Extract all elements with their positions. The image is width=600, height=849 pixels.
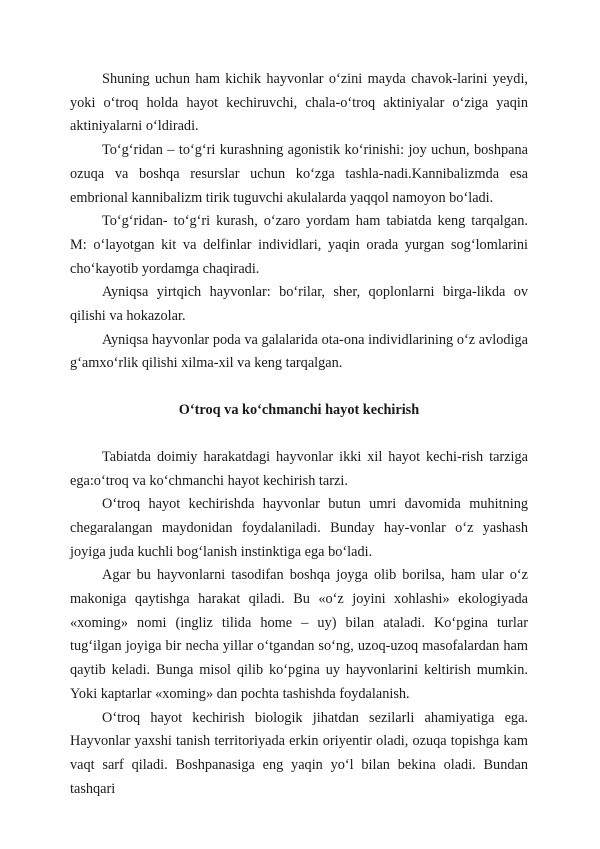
paragraph: To‘g‘ridan – to‘g‘ri kurashning agonistik ko‘rinishi: joy uchun, boshpana ozuqa va boshqa resurslar uchun ko‘zga tashla-nadi.Kannibalizmda esa embrional kannibalizm tirik tuguvchi akulalarda yaqqol namoyon bo‘ladi. <box>70 142 528 206</box>
paragraph: Shuning uchun ham kichik hayvonlar o‘zini mayda chavok-larini yeydi, yoki o‘troq holda hayot kechiruvchi, chala-o‘troq aktiniyalar o‘ziga yaqin aktiniyalarni o‘ldiradi. <box>70 71 528 135</box>
paragraph: O‘troq hayot kechirish biologik jihatdan sezilarli ahamiyatiga ega. Hayvonlar yaxshi tanish territoriyada erkin oriyentir oladi, ozuqa topishga kam vaqt sarf qiladi. Boshpanasiga eng yaqin yo‘l bilan bekina oladi. Bundan tashqari <box>70 709 528 797</box>
paragraph: To‘g‘ridan- to‘g‘ri kurash, o‘zaro yordam ham tabiatda keng tarqalgan. M: o‘layotgan kit va delfinlar individlari, yaqin orada yurgan sog‘lomlarini cho‘kayotib yordamga chaqiradi. <box>70 213 528 277</box>
paragraph: Agar bu hayvonlarni tasodifan boshqa joyga olib borilsa, ham ular o‘z makoniga qaytishga harakat qiladi. Bu «o‘z joyini xohlashi» ekologiyada «xoming» nomi (ingliz tilida home – uy) bilan ataladi. Ko‘pgina turlar tug‘ilgan joyiga bir necha yillar o‘tgandan so‘ng, uzoq-uzoq masofalardan ham qaytib keladi. Bunga misol qilib ko‘pgina uy hayvonlarini keltirish mumkin. Yoki kaptarlar «xoming» dan pochta tashishda foydalanish. <box>70 567 528 702</box>
paragraph: Ayniqsa yirtqich hayvonlar: bo‘rilar, sher, qoplonlarni birga-likda ov qilishi va hokazolar. <box>70 284 528 325</box>
paragraph: O‘troq hayot kechirishda hayvonlar butun umri davomida muhitning chegaralangan maydonidan foydalaniladi. Bunday hay-vonlar o‘z yashash joyiga juda kuchli bog‘lanish instinktiga ega bo‘ladi. <box>70 496 528 560</box>
section-heading: O‘troq va ko‘chmanchi hayot kechirish <box>178 402 420 419</box>
paragraph: Tabiatda doimiy harakatdagi hayvonlar ikki xil hayot kechi-rish tarziga ega:o‘troq va ko‘chmanchi hayot kechirish tarzi. <box>70 448 528 489</box>
paragraph: Ayniqsa hayvonlar poda va galalarida ota-ona individlarining o‘z avlodiga g‘amxo‘rlik qilishi xilma-xil va keng tarqalgan. <box>70 331 528 372</box>
